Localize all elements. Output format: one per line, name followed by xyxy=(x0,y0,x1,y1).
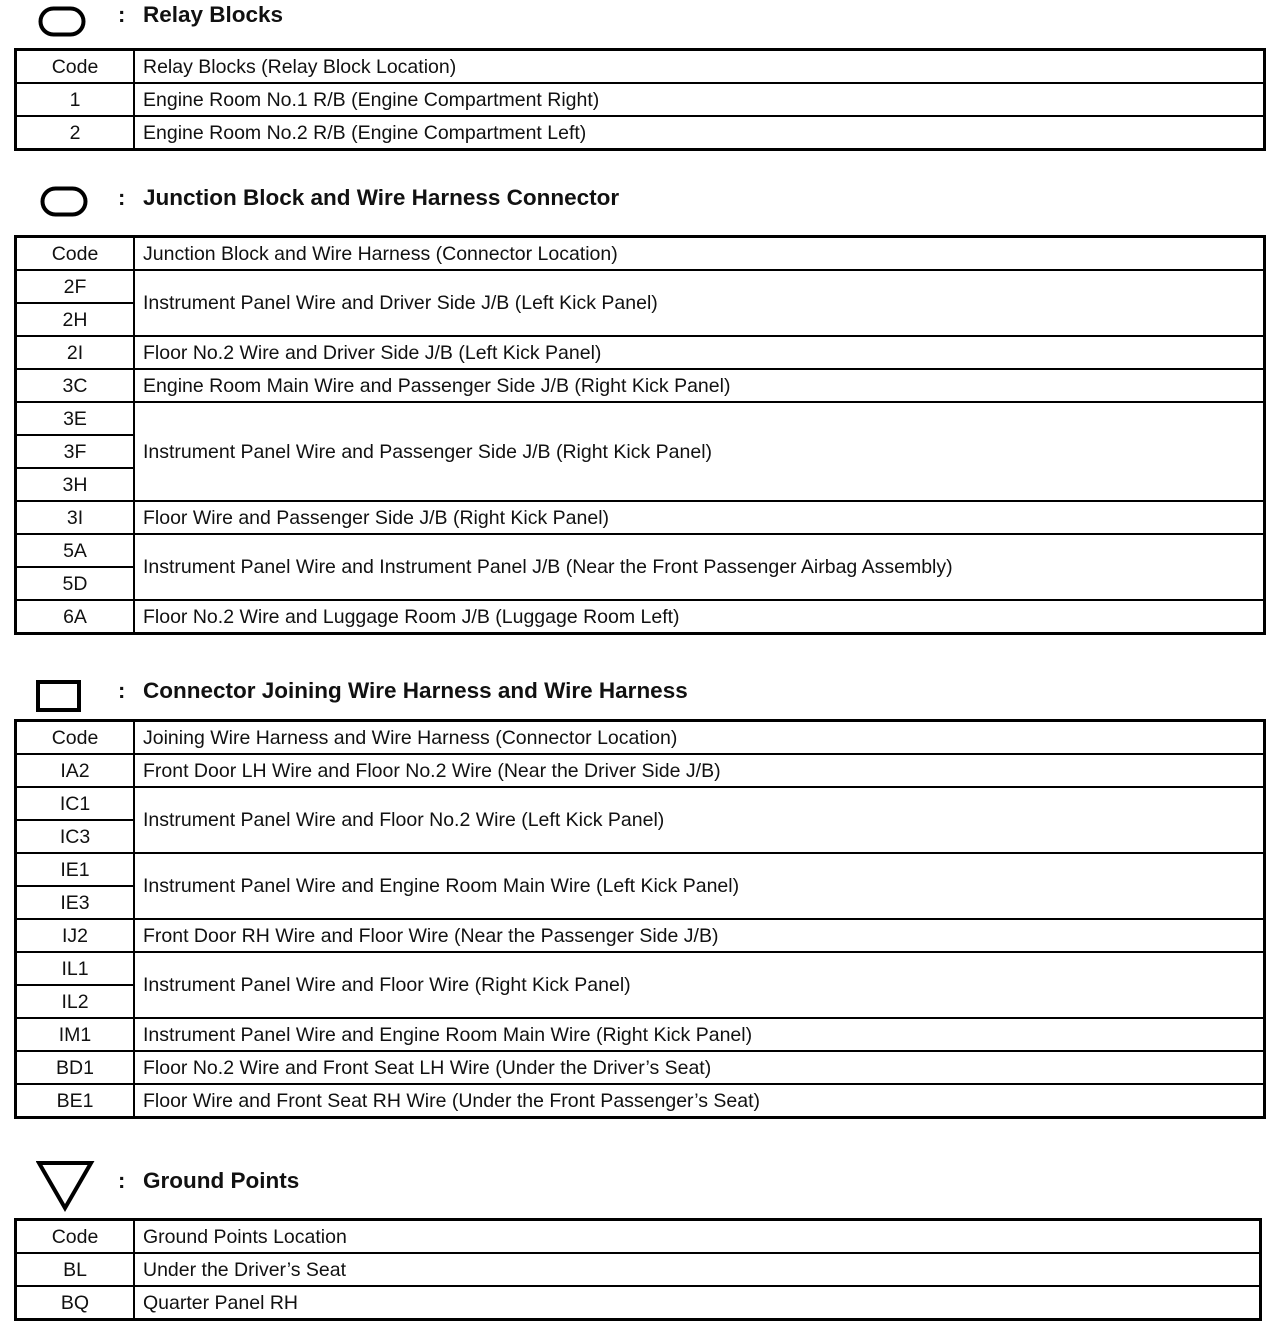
triangle-down-icon xyxy=(36,1160,96,1219)
location-cell: Instrument Panel Wire and Driver Side J/B (Left Kick Panel) xyxy=(134,270,1265,336)
code-cell: 5D xyxy=(16,567,135,600)
code-cell: 3H xyxy=(16,468,135,501)
code-cell: 2H xyxy=(16,303,135,336)
section-title: Ground Points xyxy=(143,1168,300,1193)
table-row xyxy=(16,1286,1261,1320)
section-header xyxy=(0,183,1280,223)
code-cell: 3I xyxy=(16,501,135,534)
section-colon: : xyxy=(118,1168,126,1193)
location-cell: Instrument Panel Wire and Engine Room Main Wire (Left Kick Panel) xyxy=(134,853,1265,919)
table-header-row xyxy=(16,50,1265,84)
code-cell: BE1 xyxy=(16,1084,135,1118)
location-cell: Instrument Panel Wire and Passenger Side J/B (Right Kick Panel) xyxy=(134,402,1265,501)
table-row xyxy=(16,853,1265,886)
column-header-code: Code xyxy=(16,1220,135,1254)
location-cell: Instrument Panel Wire and Engine Room Main Wire (Right Kick Panel) xyxy=(134,1018,1265,1051)
code-cell: IE1 xyxy=(16,853,135,886)
section-title: Connector Joining Wire Harness and Wire Harness xyxy=(143,678,688,703)
column-header-location: Relay Blocks (Relay Block Location) xyxy=(134,50,1265,84)
location-cell: Instrument Panel Wire and Instrument Panel J/B (Near the Front Passenger Airbag Assembly) xyxy=(134,534,1265,600)
code-cell: 2 xyxy=(16,116,135,150)
code-cell: 1 xyxy=(16,83,135,116)
table-row xyxy=(16,336,1265,369)
table-row xyxy=(16,1018,1265,1051)
table-row xyxy=(16,402,1265,435)
table-header-row xyxy=(16,237,1265,271)
code-cell: BL xyxy=(16,1253,135,1286)
code-cell: IC1 xyxy=(16,787,135,820)
table-row xyxy=(16,501,1265,534)
code-table xyxy=(14,719,1266,1119)
table-row xyxy=(16,1051,1265,1084)
section-header xyxy=(0,676,1280,716)
column-header-code: Code xyxy=(16,237,135,271)
location-cell: Engine Room Main Wire and Passenger Side J/B (Right Kick Panel) xyxy=(134,369,1265,402)
location-cell: Instrument Panel Wire and Floor No.2 Wire (Left Kick Panel) xyxy=(134,787,1265,853)
square-icon xyxy=(36,680,86,719)
column-header-location: Joining Wire Harness and Wire Harness (Connector Location) xyxy=(134,721,1265,755)
table-row xyxy=(16,270,1265,303)
code-cell: IL1 xyxy=(16,952,135,985)
code-cell: IA2 xyxy=(16,754,135,787)
location-cell: Floor No.2 Wire and Luggage Room J/B (Luggage Room Left) xyxy=(134,600,1265,634)
code-cell: 3F xyxy=(16,435,135,468)
code-table xyxy=(14,1218,1262,1321)
location-cell: Floor No.2 Wire and Front Seat LH Wire (Under the Driver’s Seat) xyxy=(134,1051,1265,1084)
section-colon: : xyxy=(118,185,126,210)
table-row xyxy=(16,369,1265,402)
table-row xyxy=(16,600,1265,634)
code-cell: 3E xyxy=(16,402,135,435)
table-row xyxy=(16,1084,1265,1118)
code-cell: 5A xyxy=(16,534,135,567)
table-row xyxy=(16,83,1265,116)
column-header-code: Code xyxy=(16,721,135,755)
table-row xyxy=(16,1253,1261,1286)
rounded-oval-icon xyxy=(40,186,90,223)
code-cell: 6A xyxy=(16,600,135,634)
table-row xyxy=(16,919,1265,952)
code-table xyxy=(14,48,1266,151)
table-header-row xyxy=(16,1220,1261,1254)
location-cell: Floor Wire and Front Seat RH Wire (Under the Front Passenger’s Seat) xyxy=(134,1084,1265,1118)
code-cell: IJ2 xyxy=(16,919,135,952)
column-header-location: Junction Block and Wire Harness (Connector Location) xyxy=(134,237,1265,271)
code-table xyxy=(14,235,1266,635)
location-cell: Floor Wire and Passenger Side J/B (Right Kick Panel) xyxy=(134,501,1265,534)
table-header-row xyxy=(16,721,1265,755)
code-cell: BQ xyxy=(16,1286,135,1320)
location-cell: Instrument Panel Wire and Floor Wire (Right Kick Panel) xyxy=(134,952,1265,1018)
table-row xyxy=(16,754,1265,787)
location-cell: Quarter Panel RH xyxy=(134,1286,1261,1320)
code-cell: IL2 xyxy=(16,985,135,1018)
location-cell: Engine Room No.1 R/B (Engine Compartment Right) xyxy=(134,83,1265,116)
column-header-location: Ground Points Location xyxy=(134,1220,1261,1254)
location-cell: Under the Driver’s Seat xyxy=(134,1253,1261,1286)
section-title: Junction Block and Wire Harness Connector xyxy=(143,185,620,210)
column-header-code: Code xyxy=(16,50,135,84)
code-cell: IC3 xyxy=(16,820,135,853)
table-row xyxy=(16,787,1265,820)
location-cell: Engine Room No.2 R/B (Engine Compartment Left) xyxy=(134,116,1265,150)
section-header xyxy=(0,0,1280,40)
rounded-oval-icon xyxy=(38,6,88,43)
table-row xyxy=(16,952,1265,985)
code-cell: 2I xyxy=(16,336,135,369)
code-cell: IM1 xyxy=(16,1018,135,1051)
table-row xyxy=(16,534,1265,567)
location-cell: Floor No.2 Wire and Driver Side J/B (Left Kick Panel) xyxy=(134,336,1265,369)
section-title: Relay Blocks xyxy=(143,2,284,27)
table-row xyxy=(16,116,1265,150)
section-colon: : xyxy=(118,678,126,703)
section-colon: : xyxy=(118,2,126,27)
code-cell: BD1 xyxy=(16,1051,135,1084)
location-cell: Front Door LH Wire and Floor No.2 Wire (Near the Driver Side J/B) xyxy=(134,754,1265,787)
code-cell: 3C xyxy=(16,369,135,402)
section-header xyxy=(0,1166,1280,1206)
location-cell: Front Door RH Wire and Floor Wire (Near the Passenger Side J/B) xyxy=(134,919,1265,952)
code-cell: IE3 xyxy=(16,886,135,919)
code-cell: 2F xyxy=(16,270,135,303)
